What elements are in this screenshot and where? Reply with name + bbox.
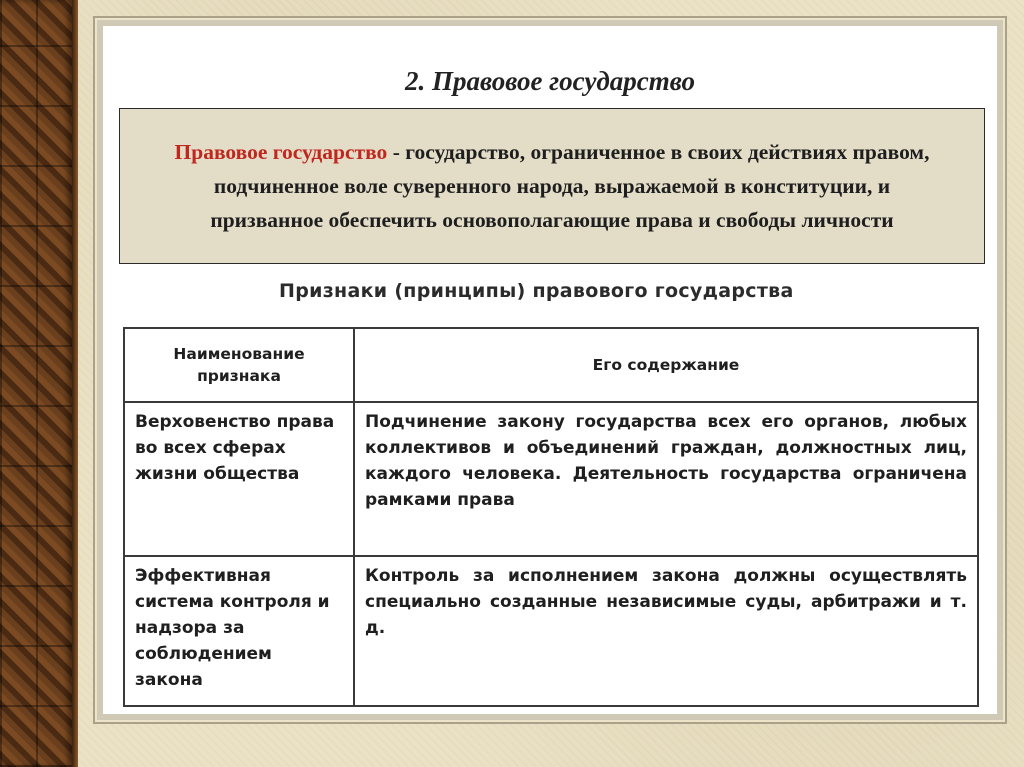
principles-table <box>123 327 979 707</box>
decorative-side-edge <box>72 0 78 767</box>
table-row <box>124 556 978 706</box>
decorative-side-strip <box>0 0 72 767</box>
definition-box <box>119 108 985 264</box>
header-sign-content: Его содержание <box>354 328 978 402</box>
sign-name-cell: Верховенство права во всех сферах жизни общества <box>124 402 354 556</box>
definition-text <box>160 135 944 237</box>
sign-content-cell: Подчинение закону государства всех его органов, любых коллективов и объединений граждан, должностных лиц, каждого человека. Деятельность государства ограничена рамками права <box>354 402 978 556</box>
sign-content-cell: Контроль за исполнением закона должны осуществлять специально созданные независимые суды, арбитражи и т. д. <box>354 556 978 706</box>
table-header-row <box>124 328 978 402</box>
definition-term: Правовое государство <box>174 140 388 164</box>
definition-body: - государство, ограниченное в своих действиях правом, подчиненное воле суверенного народа, выражаемой в конституции, и призванное обеспечить основополагающие права и свободы личности <box>210 140 930 232</box>
slide-title: 2. Правовое государство <box>405 66 695 96</box>
table-caption: Признаки (принципы) правового государства <box>279 280 794 302</box>
table-row <box>124 402 978 556</box>
sign-name-cell: Эффективная система контроля и надзора за соблюдением закона <box>124 556 354 706</box>
header-sign-name: Наименование признака <box>124 328 354 402</box>
slide-card <box>97 20 1003 720</box>
